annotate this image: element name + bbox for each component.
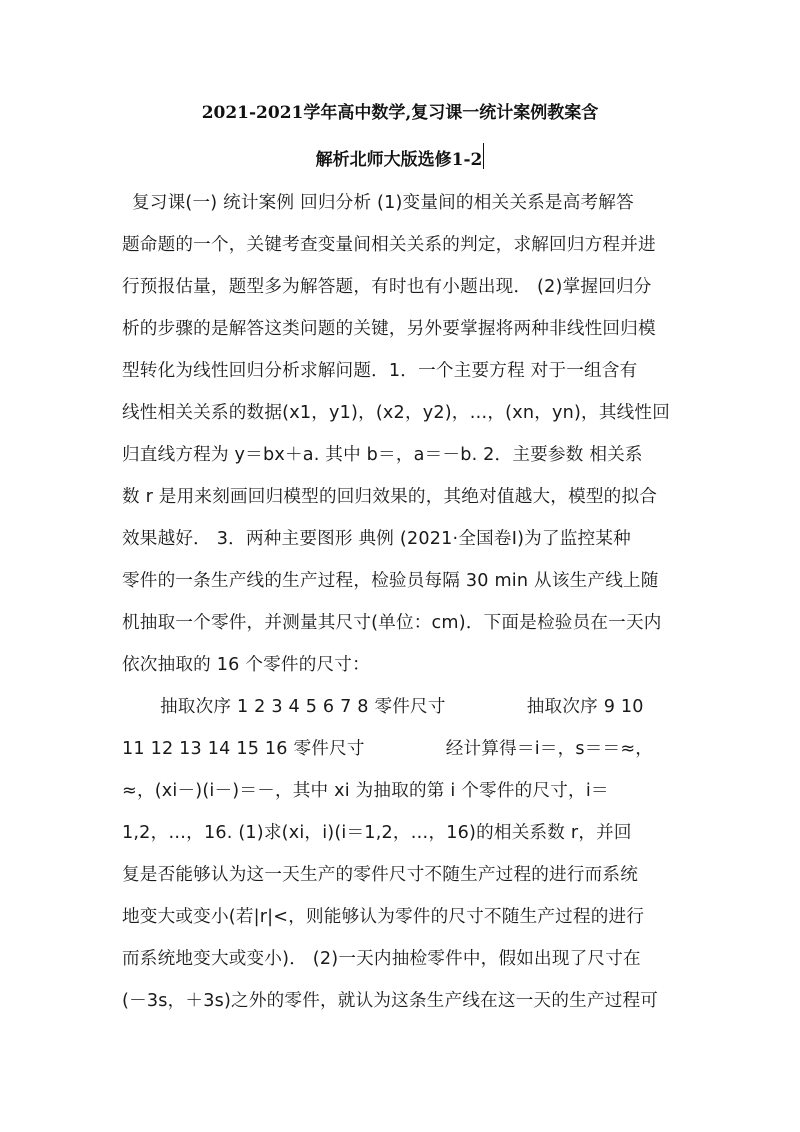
document-title-line-1: 2021-2021学年高中数学,复习课一统计案例教案含	[201, 103, 599, 123]
text-cursor	[483, 143, 484, 169]
body-line-5: 型转化为线性回归分析求解问题．1．一个主要方程 对于一组含有	[122, 361, 638, 381]
body-line-6: 线性相关关系的数据(x1，y1)，(x2，y2)，…，(xn，yn)，其线性回	[122, 403, 671, 423]
body-line-14: 1,2，…，16. (1)求(xi，i)(i＝1,2，…，16)的相关系数 r，并回	[122, 823, 632, 843]
table-line-2: 11 12 13 14 15 16 零件尺寸 经计算得＝i＝，s＝＝≈，	[122, 739, 654, 759]
document-title-line-2-text: 解析北师大版选修1-2	[315, 150, 483, 170]
body-line-13: ≈，(xi－)(i－)＝－，其中 xi 为抽取的第 i 个零件的尺寸，i＝	[122, 781, 609, 801]
body-line-17: 而系统地变大或变小)． (2)一天内抽检零件中，假如出现了尺寸在	[122, 949, 641, 969]
body-line-2: 题命题的一个，关键考查变量间相关关系的判定，求解回归方程并进	[122, 235, 656, 255]
body-line-16: 地变大或变小(若|r|<，则能够认为零件的尺寸不随生产过程的进行	[122, 907, 645, 927]
body-line-12: 依次抽取的 16 个零件的尺寸：	[122, 655, 370, 675]
table-line-1: 抽取次序 1 2 3 4 5 6 7 8 零件尺寸 抽取次序 9 10	[160, 697, 644, 717]
body-line-7: 归直线方程为 y＝bx＋a. 其中 b＝，a＝－b. 2．主要参数 相关系	[122, 445, 643, 465]
body-line-9: 效果越好． 3．两种主要图形 典例 (2021·全国卷Ⅰ)为了监控某种	[122, 529, 631, 549]
body-line-18: (－3s，＋3s)之外的零件，就认为这条生产线在这一天的生产过程可	[122, 991, 659, 1011]
body-line-8: 数 r 是用来刻画回归模型的回归效果的，其绝对值越大，模型的拟合	[122, 487, 658, 507]
body-line-10: 零件的一条生产线的生产过程，检验员每隔 30 min 从该生产线上随	[122, 571, 659, 591]
document-title-line-2	[0, 143, 800, 170]
body-line-1: 复习课(一) 统计案例 回归分析 (1)变量间的相关关系是高考解答	[132, 193, 634, 213]
body-line-3: 行预报估量，题型多为解答题，有时也有小题出现． (2)掌握回归分	[122, 277, 652, 297]
body-line-11: 机抽取一个零件，并测量其尺寸(单位：cm)．下面是检验员在一天内	[122, 613, 662, 633]
body-line-15: 复是否能够认为这一天生产的零件尺寸不随生产过程的进行而系统	[122, 865, 639, 885]
body-line-4: 析的步骤的是解答这类问题的关键，另外要掌握将两种非线性回归模	[122, 319, 656, 339]
